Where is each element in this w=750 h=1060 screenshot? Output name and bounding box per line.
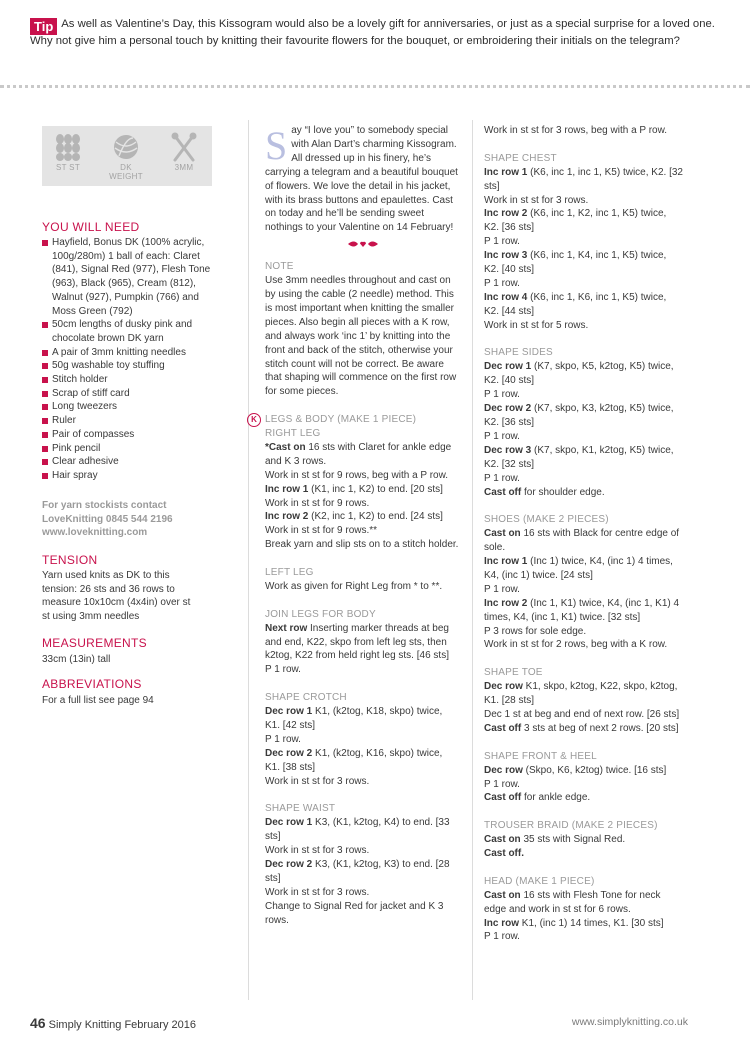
row-text: Work in st st for 9 rows.** [265, 525, 378, 537]
row-text: 3 sts at beg of next 2 rows. [20 sts] [521, 722, 679, 734]
row-text: K1, (inc 1) 14 times, K1. [30 sts] [519, 917, 664, 929]
icon-label: 3MM [174, 163, 194, 172]
pattern-line [265, 469, 460, 483]
shape-sides-heading: SHAPE SIDES [484, 347, 553, 359]
row-label: Cast off. [484, 848, 524, 860]
intro-paragraph [265, 124, 460, 235]
row-text: P 1 row. [484, 389, 520, 401]
row-label: Inc row 1 [484, 556, 528, 568]
row-label: Dec row 1 [265, 706, 313, 718]
row-text: Work in st st for 3 rows. [484, 194, 589, 206]
list-item: Hair spray [42, 469, 212, 483]
list-item: 50g washable toy stuffing [42, 359, 212, 373]
you-will-need-heading: YOU WILL NEED [42, 220, 140, 234]
row-label: Dec row 1 [265, 817, 313, 829]
row-text: Work in st st for 3 rows. [265, 775, 370, 787]
pattern-line [265, 705, 460, 733]
pattern-line [484, 889, 684, 917]
list-item: Pair of compasses [42, 428, 212, 442]
row-text: P 1 row. [484, 778, 520, 790]
row-text: Inserting marker threads at beg and end, K22, skpo from left leg sts, then k2tog, K22 from held right leg sts. [46 sts] [265, 622, 449, 662]
pattern-line [265, 497, 460, 511]
pattern-line [484, 360, 684, 388]
row-text: Work in st st for 3 rows. [265, 845, 370, 857]
row-text: (K6, inc 1, inc 1, K5) twice, K2. [32 sts] [484, 166, 683, 192]
row-text: 16 sts with Claret for ankle edge and K 3 rows. [265, 441, 452, 467]
row-text: Change to Signal Red for jacket and K 3 rows. [265, 900, 444, 926]
tension-heading: TENSION [42, 553, 98, 567]
materials-list [42, 236, 212, 483]
footer-url[interactable]: www.simplyknitting.co.uk [571, 1016, 688, 1028]
row-text: (Inc 1) twice, K4, (inc 1) 4 times, K4, (inc 1) twice. [24 sts] [484, 556, 673, 581]
row-text: (K1, inc 1, K2) to end. [20 sts] [308, 483, 443, 495]
row-text: P 1 row. [484, 236, 520, 248]
list-item: Hayfield, Bonus DK (100% acrylic, 100g/280m) 1 ball of each: Claret (841), Signal Red (977), Flesh Tone (963), Black (965), Cream (812), Walnut (927), Pumpkin (766) and Moss Green (792) [42, 236, 212, 318]
row-text: Work in st st for 3 rows. [265, 886, 370, 898]
pattern-info-icons [42, 126, 212, 186]
list-item: Clear adhesive [42, 455, 212, 469]
legs-body-section [251, 413, 460, 427]
pattern-line [484, 708, 684, 722]
shape-toe-heading: SHAPE TOE [484, 667, 543, 679]
row-label: Dec row 2 [484, 403, 532, 415]
pattern-line [484, 638, 684, 652]
list-item: 50cm lengths of dusky pink and chocolate brown DK yarn [42, 318, 212, 345]
row-text: 35 sts with Signal Red. [520, 834, 626, 846]
abbreviations-heading: ABBREVIATIONS [42, 677, 142, 691]
row-label: Inc row 2 [265, 511, 309, 523]
tip-badge: Tip [30, 18, 57, 35]
pattern-line [265, 844, 460, 858]
row-label: Inc row 2 [484, 597, 528, 609]
row-label: Dec row [484, 681, 523, 693]
join-legs-heading: JOIN LEGS FOR BODY [265, 608, 376, 620]
row-label: *Cast on [265, 441, 306, 453]
list-item: Stitch holder [42, 373, 212, 387]
pattern-line [484, 583, 684, 597]
shape-crotch-heading: SHAPE CROTCH [265, 692, 347, 704]
col3-top-text: Work in st st for 3 rows, beg with a P row. [484, 125, 668, 136]
abbreviations-text: For a full list see page 94 [42, 695, 154, 706]
left-leg-text: Work as given for Right Leg from * to **. [265, 580, 443, 592]
row-text: Work in st st for 9 rows, beg with a P row. [265, 469, 449, 481]
pattern-line [265, 747, 460, 775]
pattern-line [484, 847, 684, 861]
pattern-line [265, 858, 460, 886]
pattern-line [484, 930, 684, 944]
drop-cap: S [265, 123, 288, 168]
right-leg-heading: RIGHT LEG [265, 428, 321, 440]
pattern-line [265, 816, 460, 844]
row-text: K1, (k2tog, K18, skpo) twice, K1. [42 sts] [265, 706, 443, 731]
shape-waist-heading: SHAPE WAIST [265, 803, 336, 815]
list-item: A pair of 3mm knitting needles [42, 346, 212, 360]
trouser-braid-heading: TROUSER BRAID (MAKE 2 PIECES) [484, 820, 658, 832]
pattern-line [484, 680, 684, 708]
row-text: K3, (K1, k2tog, K4) to end. [33 sts] [265, 817, 450, 843]
pattern-line [265, 510, 460, 524]
pattern-line [484, 194, 684, 208]
pattern-line [265, 886, 460, 900]
knitting-needles-icon [169, 132, 199, 162]
row-text: P 1 row. [484, 583, 520, 595]
pattern-line [484, 166, 684, 194]
row-label: Cast on [484, 889, 521, 901]
row-label: Cast off [484, 792, 522, 804]
stockist-url[interactable]: www.loveknitting.com [42, 527, 148, 538]
pattern-line [484, 833, 684, 847]
pattern-line [484, 402, 684, 430]
pattern-line [265, 733, 460, 747]
pattern-line [484, 486, 684, 500]
pattern-line [265, 900, 460, 928]
pattern-line [484, 791, 684, 805]
row-label: Cast off [484, 722, 522, 734]
list-item: Long tweezers [42, 400, 212, 414]
pattern-line [484, 249, 684, 277]
pattern-line [484, 444, 684, 472]
pattern-line [484, 388, 684, 402]
row-text: for shoulder edge. [521, 486, 605, 498]
row-text: (Inc 1, K1) twice, K4, (inc 1, K1) 4 times, K4, (inc 1, K1) twice. [32 sts] [484, 597, 680, 623]
middle-column [251, 123, 460, 928]
magazine-issue: Simply Knitting February 2016 [48, 1019, 196, 1031]
row-label: Cast on [484, 528, 521, 540]
knit-section-marker: K [247, 413, 261, 427]
row-text: P 1 row. [265, 664, 301, 676]
row-text: (K7, skpo, K1, k2tog, K5) twice, K2. [32 sts] [484, 444, 674, 470]
pattern-line [484, 430, 684, 444]
left-leg-heading: LEFT LEG [265, 567, 314, 579]
row-label: Inc row 2 [484, 208, 528, 220]
pattern-line [265, 775, 460, 789]
needle-size-info [164, 132, 204, 172]
front-heel-heading: SHAPE FRONT & HEEL [484, 750, 597, 762]
right-column [484, 124, 684, 944]
pattern-line [265, 622, 460, 664]
row-label: Inc row [484, 917, 520, 929]
pattern-line [484, 291, 684, 319]
row-text: Work in st st for 5 rows. [484, 319, 589, 331]
pattern-line [484, 472, 684, 486]
row-text: (K7, skpo, K5, k2tog, K5) twice, K2. [40 sts] [484, 361, 674, 387]
row-label: Inc row 3 [484, 250, 528, 262]
row-text: Work in st st for 9 rows. [265, 497, 370, 509]
row-label: Inc row 1 [484, 166, 528, 178]
row-text: K3, (K1, k2tog, K3) to end. [28 sts] [265, 859, 450, 884]
pattern-line [265, 538, 460, 552]
pattern-line [484, 597, 684, 625]
icon-label: ST ST [55, 163, 81, 172]
row-label: Cast off [484, 486, 522, 498]
row-text: P 1 row. [265, 733, 301, 745]
row-text: 16 sts with Flesh Tone for neck edge and work in st st for 6 rows. [484, 889, 661, 915]
row-label: Cast on [484, 834, 521, 846]
heart-ornament-icon [265, 239, 460, 254]
row-label: Dec row 3 [484, 444, 532, 456]
dk-weight-info [106, 132, 146, 181]
row-text: P 1 row. [484, 931, 520, 943]
pattern-line [265, 483, 460, 497]
row-text: (K2, inc 1, K2) to end. [24 sts] [308, 511, 443, 523]
column-divider [248, 120, 249, 1000]
row-text: P 3 rows for sole edge. [484, 625, 587, 637]
page-footer [30, 1015, 196, 1031]
note-text: Use 3mm needles throughout and cast on by using the cable (2 needle) method. This is most important when knitting the smaller pieces. Also begin all pieces with a K row, and always work ‘inc 1’ by knitting into the front and back of the stitch, otherwise your stitch count will not be correct. Be aware that shaping will commence on the first row for some pieces. [265, 275, 457, 398]
pattern-line [484, 207, 684, 235]
pattern-line [484, 917, 684, 931]
head-heading: HEAD (MAKE 1 PIECE) [484, 875, 595, 887]
dotted-divider [0, 85, 750, 88]
pattern-line [484, 778, 684, 792]
page-number: 46 [30, 1015, 46, 1031]
list-item: Ruler [42, 414, 212, 428]
list-item: Pink pencil [42, 442, 212, 456]
pattern-line [484, 722, 684, 736]
row-text: Work in st st for 2 rows, beg with a K row. [484, 639, 668, 651]
measurements-text: 33cm (13in) tall [42, 654, 111, 665]
pattern-line [265, 441, 460, 469]
yarn-stitch-icon [53, 132, 83, 162]
stockist-line: For yarn stockists contact [42, 500, 167, 511]
legs-body-heading: LEGS & BODY (MAKE 1 PIECE) [265, 414, 417, 426]
list-item: Scrap of stiff card [42, 387, 212, 401]
stockist-phone: LoveKnitting 0845 544 2196 [42, 513, 173, 525]
column-divider [472, 120, 473, 1000]
row-text: K1, skpo, k2tog, K22, skpo, k2tog, K1. [28 sts] [484, 681, 678, 707]
pattern-line [484, 764, 684, 778]
yarn-ball-icon [111, 132, 141, 162]
row-text: 16 sts with Black for centre edge of sole. [484, 528, 680, 554]
row-text: Break yarn and slip sts on to a stitch holder. [265, 539, 459, 551]
tip-text: As well as Valentine’s Day, this Kissogram would also be a lovely gift for anniversaries, or just as a special surprise for a loved one. Why not give him a personal touch by knitting their favourite flowers for the bouquet, or embroidering their initials on the telegram? [30, 18, 715, 47]
row-text: Dec 1 st at beg and end of next row. [26 sts] [484, 709, 680, 720]
row-label: Dec row 1 [484, 361, 532, 373]
pattern-line [484, 277, 684, 291]
measurements-heading: MEASUREMENTS [42, 636, 147, 650]
pattern-line [484, 555, 684, 583]
row-text: P 1 row. [484, 472, 520, 484]
row-label: Inc row 4 [484, 291, 528, 303]
row-label: Next row [265, 622, 308, 634]
row-label: Dec row 2 [265, 859, 313, 871]
shape-chest-heading: SHAPE CHEST [484, 152, 557, 164]
row-label: Inc row 1 [265, 483, 309, 495]
stockist-info [42, 499, 173, 540]
row-text: for ankle edge. [521, 792, 591, 804]
pattern-line [484, 235, 684, 249]
row-text: P 1 row. [484, 277, 520, 289]
row-label: Dec row [484, 764, 523, 776]
row-label: Dec row 2 [265, 747, 313, 759]
tension-text: Yarn used knits as DK to this tension: 26 sts and 36 rows to measure 10x10cm (4x4in) over st st using 3mm needles [42, 570, 191, 622]
row-text: (K6, inc 1, K2, inc 1, K5) twice, K2. [36 sts] [484, 208, 667, 234]
row-text: (K6, inc 1, K6, inc 1, K5) twice, K2. [44 sts] [484, 291, 667, 317]
pattern-line [484, 625, 684, 639]
row-text: (Skpo, K6, k2tog) twice. [16 sts] [522, 764, 667, 776]
pattern-line [265, 524, 460, 538]
st-st-info [48, 132, 88, 172]
note-heading: NOTE [265, 261, 294, 273]
row-text: (K7, skpo, K3, k2tog, K5) twice, K2. [36 sts] [484, 403, 674, 428]
intro-text: ay “I love you” to somebody special with Alan Dart’s charming Kissogram. All dressed up in his finery, he’s carrying a telegram and a beautiful bouquet of flowers. We love the detail in his jacket, with its brass buttons and epaulettes. Cast on today and he’ll be sending sweet nothings to your Valentine on 14 February! [265, 125, 458, 234]
row-text: K1, (k2tog, K16, skpo) twice, K1. [38 sts] [265, 747, 443, 773]
shoes-heading: SHOES (MAKE 2 PIECES) [484, 514, 609, 526]
icon-label: DK WEIGHT [109, 163, 143, 181]
pattern-line [265, 663, 460, 677]
row-text: P 1 row. [484, 430, 520, 442]
row-text: (K6, inc 1, K4, inc 1, K5) twice, K2. [40 sts] [484, 250, 667, 276]
pattern-line [484, 527, 684, 555]
tip-box [30, 18, 730, 48]
pattern-line [484, 319, 684, 333]
